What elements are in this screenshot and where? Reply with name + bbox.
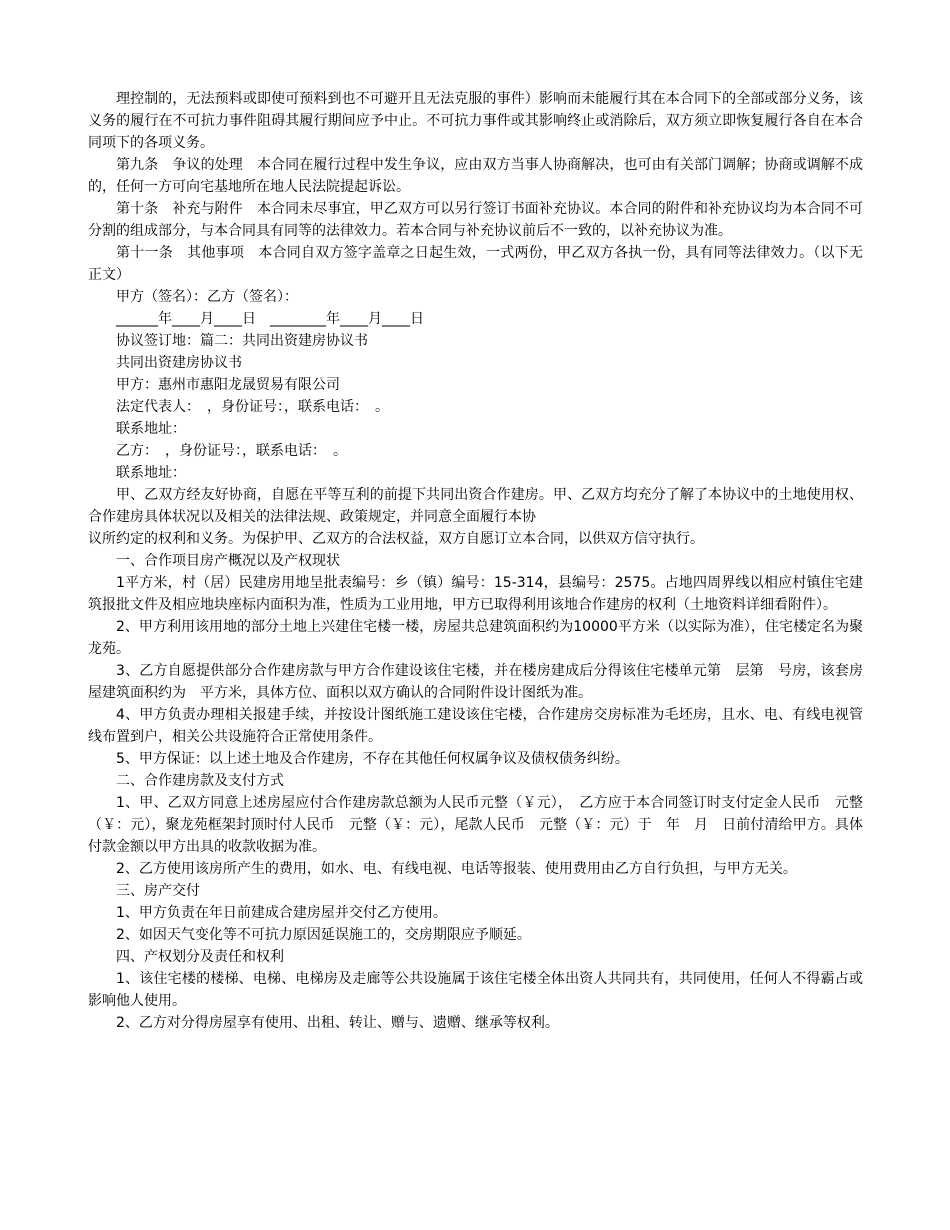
paragraph-force-majeure: 理控制的，无法预料或即使可预料到也不可避开且无法克服的事件）影响而未能履行其在本合同下的全部或部分义务，该义务的履行在不可抗力事件阻碍其履行期间应予中止。不可抗力事件或其影响终止或消除后，双方须立即恢复履行各自在本合同项下的各项义务。 xyxy=(88,91,863,151)
section-1-item-1: 1平方米，村（居）民建房用地呈批表编号：乡（镇）编号：15-314，县编号：2575。占地四周界线以相应村镇住宅建筑报批文件及相应地块座标内面积为准，性质为工业用地，甲方已取得利用该地合作建房的权利（土地资料详细看附件）。 xyxy=(88,575,863,613)
section-4-item-1: 1、该住宅楼的楼梯、电梯、电梯房及走廊等公共设施属于该住宅楼全体出资人共同共有，共同使用，任何人不得霸占或影响他人使用。 xyxy=(88,971,863,1009)
section-1-item-2: 2、甲方利用该用地的部分土地上兴建住宅楼一楼，房屋共总建筑面积约为10000平方米（以实际为准），住宅楼定名为聚龙苑。 xyxy=(88,619,863,657)
agreement-title: 共同出资建房协议书 xyxy=(116,355,242,371)
party-b-address: 联系地址： xyxy=(116,465,186,481)
section-1-item-5: 5、甲方保证：以上述土地及合作建房，不存在其他任何权属争议及债权债务纠纷。 xyxy=(116,751,629,767)
section-1-item-4: 4、甲方负责办理相关报建手续，并按设计图纸施工建设该住宅楼，合作建房交房标准为毛坯房，且水、电、有线电视管线布置到户，相关公共设施符合正常使用条件。 xyxy=(88,707,863,745)
article-11-other: 第十一条 其他事项 本合同自双方签字盖章之日起生效，一式两份，甲乙双方各执一份，具有同等法律效力。（以下无正文） xyxy=(88,245,863,283)
preamble-part-2: 议所约定的权利和义务。为保护甲、乙双方的合法权益，双方自愿订立本合同，以供双方信守执行。 xyxy=(88,531,704,547)
section-1-item-3: 3、乙方自愿提供部分合作建房款与甲方合作建设该住宅楼，并在楼房建成后分得该住宅楼单元第 层第 号房，该套房屋建筑面积约为 平方米，具体方位、面积以双方确认的合同附件设计图纸为准。 xyxy=(88,663,863,701)
section-3-heading: 三、房产交付 xyxy=(116,883,200,899)
preamble-part-1: 甲、乙双方经友好协商，自愿在平等互利的前提下共同出资合作建房。甲、乙双方均充分了解了本协议中的土地使用权、合作建房具体状况以及相关的法律法规、政策规定，并同意全面履行本协 xyxy=(88,487,863,525)
article-10-supplement: 第十条 补充与附件 本合同未尽事宜，甲乙双方可以另行签订书面补充协议。本合同的附件和补充协议均为本合同不可分割的组成部分，与本合同具有同等的法律效力。若本合同与补充协议前后不一致的，以补充协议为准。 xyxy=(88,201,863,239)
date-line: ______年____月____日 ________年____月____日 xyxy=(116,311,424,327)
section-4-heading: 四、产权划分及责任和权利 xyxy=(116,949,284,965)
section-1-heading: 一、合作项目房产概况以及产权现状 xyxy=(116,553,340,569)
section-3-item-1: 1、甲方负责在年日前建成合建房屋并交付乙方使用。 xyxy=(116,905,447,921)
section-4-item-2: 2、乙方对分得房屋享有使用、出租、转让、赠与、遗赠、继承等权利。 xyxy=(116,1015,559,1031)
party-b-name: 乙方： ，身份证号：，联系电话： 。 xyxy=(116,443,347,459)
section-2-item-1: 1、甲、乙双方同意上述房屋应付合作建房款总额为人民币元整（￥元）， 乙方应于本合同签订时支付定金人民币 元整（￥：元），聚龙苑框架封顶时付人民币 元整（￥：元），尾款人民币 元整（￥：元）于 年 月 日前付清给甲方。具体付款金额以甲方出具的收款收据为准。 xyxy=(88,795,863,855)
party-a-address: 联系地址： xyxy=(116,421,186,437)
party-a-name: 甲方：惠州市惠阳龙晟贸易有限公司 xyxy=(116,377,340,393)
article-9-dispute: 第九条 争议的处理 本合同在履行过程中发生争议，应由双方当事人协商解决，也可由有关部门调解；协商或调解不成的，任何一方可向宅基地所在地人民法院提起诉讼。 xyxy=(88,157,863,195)
section-2-heading: 二、合作建房款及支付方式 xyxy=(116,773,284,789)
party-a-representative: 法定代表人： ，身份证号：，联系电话： 。 xyxy=(116,399,389,415)
section-3-item-2: 2、如因天气变化等不可抗力原因延误施工的，交房期限应予顺延。 xyxy=(116,927,531,943)
section-2-item-2: 2、乙方使用该房所产生的费用，如水、电、有线电视、电话等报装、使用费用由乙方自行负担，与甲方无关。 xyxy=(116,861,797,877)
signature-line: 甲方（签名）：乙方（签名）： xyxy=(116,289,298,305)
signing-place-line: 协议签订地：篇二：共同出资建房协议书 xyxy=(116,333,368,349)
document-page xyxy=(88,88,863,1034)
